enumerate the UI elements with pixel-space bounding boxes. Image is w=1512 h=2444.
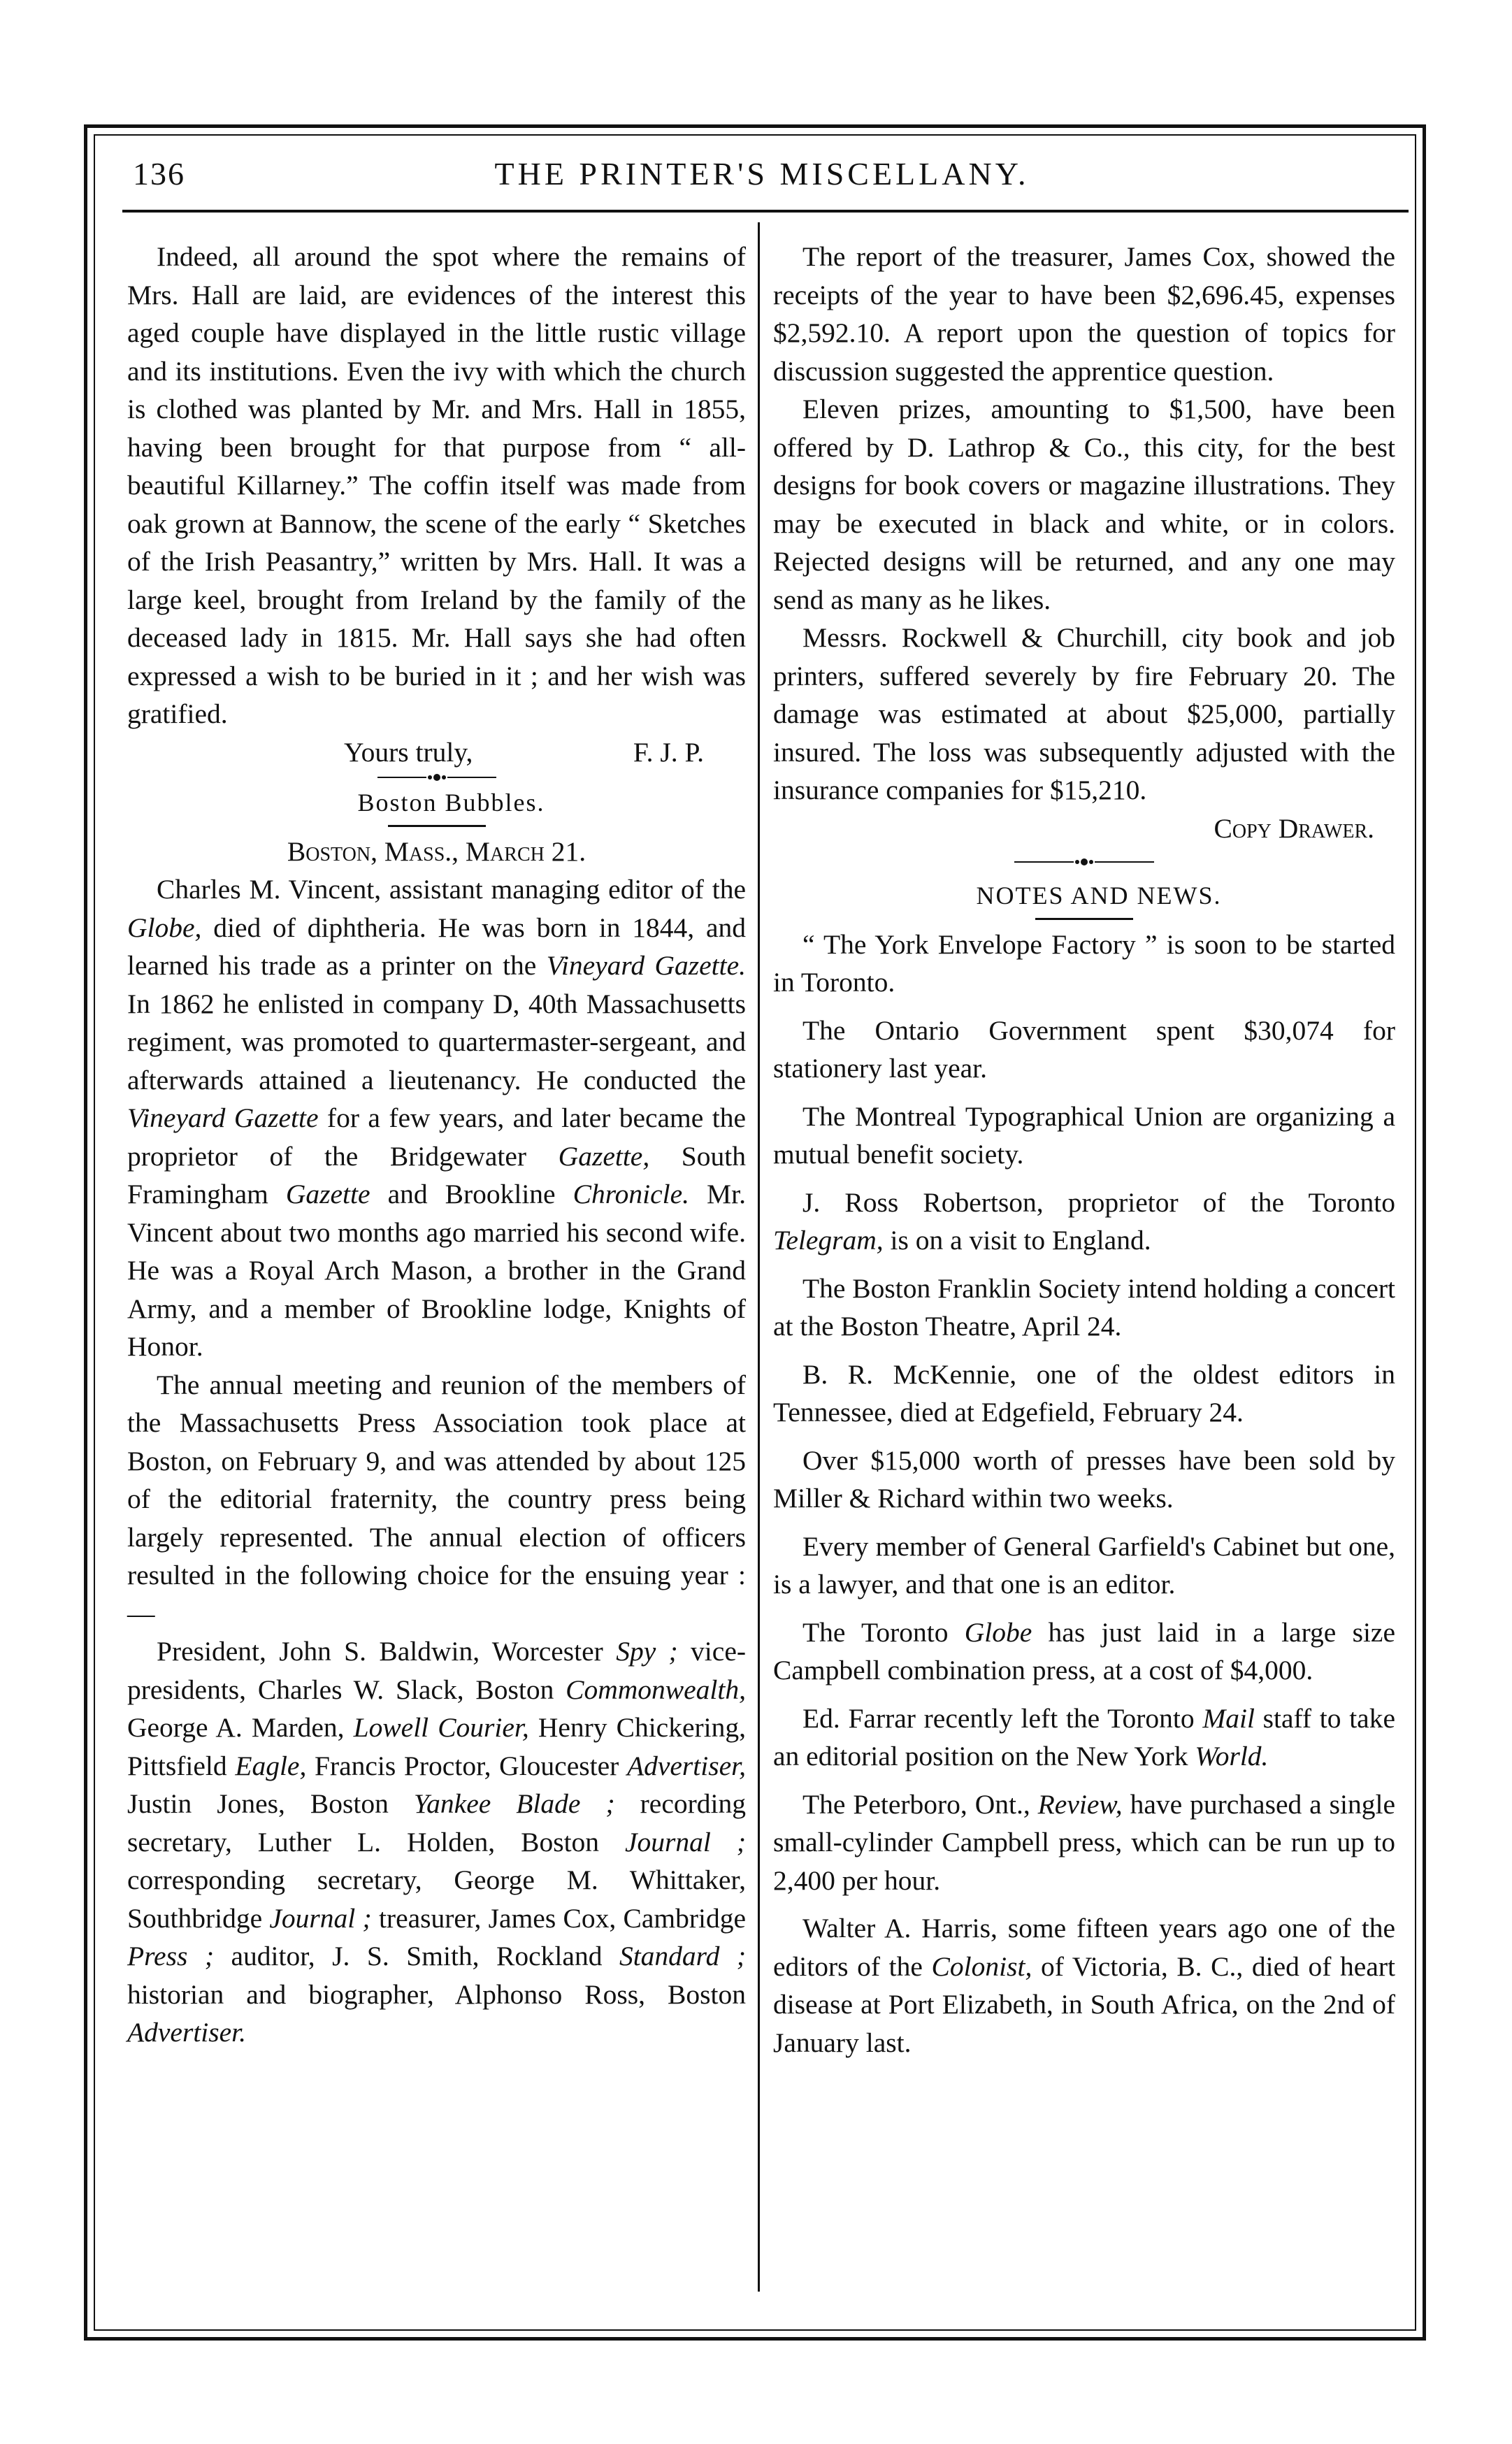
right-column [773,238,1395,2062]
heading-rule [388,825,486,827]
paragraph-press-association: The annual meeting and reunion of the members of the Massachusetts Press Association took place at Boston, on February 9, and was attended by about 125 of the editorial fraternity, the country press being largely represented. The annual election of officers resulted in the following choice for the ensuing year :— [127,1369,746,1629]
header-rule [122,210,1409,213]
section-ornament [377,772,496,782]
news-item: “ The York Envelope Factory ” is soon to be started in Toronto. [773,928,1395,998]
news-item: The Peterboro, Ont., Review, have purchased a single small-cylinder Campbell press, which can be run up to 2,400 per hour. [773,1788,1395,1896]
news-item: Walter A. Harris, some fifteen years ago one of the editors of the Colonist, of Victoria, B. C., died of heart disease at Port Elizabeth, in South Africa, on the 2nd of January last. [773,1913,1395,2058]
left-column [127,238,746,2052]
news-item: The Montreal Typographical Union are organizing a mutual benefit society. [773,1100,1395,1170]
section-heading: Boston Bubbles. [357,789,545,817]
paragraph-officers: President, John S. Baldwin, Worcester Spy ; vice-presidents, Charles W. Slack, Boston Commonwealth, George A. Marden, Lowell Courier, Henry Chickering, Pittsfield Eagle, Francis Proctor, Gloucester Advertiser, Justin Jones, Boston Yankee Blade ; recording secretary, Luther L. Holden, Boston Journal ; corresponding secretary, George M. Whittaker, Southbridge Journal ; treasurer, James Cox, Cambridge Press ; auditor, J. S. Smith, Rockland Standard ; historian and biographer, Alphonso Ross, Boston Advertiser. [127,1636,747,2048]
dateline: Boston, Mass., March 21. [287,835,586,867]
paragraph-fire: Messrs. Rockwell & Churchill, city book and job printers, suffered severely by fire February 20. The damage was estimated at about $25,000, partially insured. The loss was subsequently adjusted with the insurance companies for $15,210. [773,622,1395,805]
signature-copy-drawer: Copy Drawer. [1214,812,1374,844]
paragraph-prizes: Eleven prizes, amounting to $1,500, have been offered by D. Lathrop & Co., this city, for the best designs for book covers or magazine illustrations. They may be executed in black and white, or in colors. Rejected designs will be returned, and any one may send as many as he likes. [773,394,1395,615]
section-ornament [1014,857,1154,867]
news-item: The Toronto Globe has just laid in a large size Campbell combination press, at a cost of $4,000. [773,1616,1395,1685]
signature-initials: F. J. P. [633,736,704,768]
news-item: Over $15,000 worth of presses have been sold by Miller & Richard within two weeks. [773,1444,1395,1514]
running-title: THE PRINTER'S MISCELLANY. [494,156,1030,192]
news-item: B. R. McKennie, one of the oldest editors in Tennessee, died at Edgefield, February 24. [773,1358,1395,1428]
notes-list [773,926,1395,2062]
signature-line [127,733,746,772]
news-item: J. Ross Robertson, proprietor of the Toronto Telegram, is on a visit to England. [773,1186,1395,1256]
news-item: The Boston Franklin Society intend holding a concert at the Boston Theatre, April 24. [773,1272,1395,1342]
news-item: Ed. Farrar recently left the Toronto Mail staff to take an editorial position on the New York World. [773,1702,1395,1771]
news-item: The Ontario Government spent $30,074 for stationery last year. [773,1014,1395,1084]
signature-closing: Yours truly, [344,736,473,768]
page-number: 136 [133,156,185,192]
heading-rule [1035,918,1133,920]
page-header [133,155,1391,204]
paragraph-vincent: Charles M. Vincent, assistant managing editor of the Globe, died of diphtheria. He was born in 1844, and learned his trade as a printer on the Vineyard Gazette. In 1862 he enlisted in company D, 40th Massachusetts regiment, was promoted to quartermaster-sergeant, and afterwards attained a lieutenancy. He conducted the Vineyard Gazette for a few years, and later became the proprietor of the Bridgewater Gazette, South Framingham Gazette and Brookline Chronicle. Mr. Vincent about two months ago married his second wife. He was a Royal Arch Mason, a brother in the Grand Army, and a member of Brookline lodge, Knights of Honor. [127,874,746,1362]
notes-heading: NOTES AND NEWS. [976,882,1222,910]
column-divider [758,222,760,2292]
paragraph-hall-grave: Indeed, all around the spot where the remains of Mrs. Hall are laid, are evidences of the interest this aged couple have displayed in the little rustic village and its institutions. Even the ivy with which the church is clothed was planted by Mr. and Mrs. Hall in 1855, having been brought for that purpose from “ all-beautiful Killarney.” The coffin itself was made from oak grown at Bannow, the scene of the early “ Sketches of the Irish Peasantry,” written by Mrs. Hall. It was a large keel, brought from Ireland by the family of the deceased lady in 1815. Mr. Hall says she had often expressed a wish to be buried in it ; and her wish was gratified. [127,241,746,729]
news-item: Every member of General Garfield's Cabinet but one, is a lawyer, and that one is an editor. [773,1530,1395,1600]
paragraph-treasurer: The report of the treasurer, James Cox, showed the receipts of the year to have been $2,696.45, expenses $2,592.10. A report upon the question of topics for discussion suggested the apprentice question. [773,241,1395,387]
